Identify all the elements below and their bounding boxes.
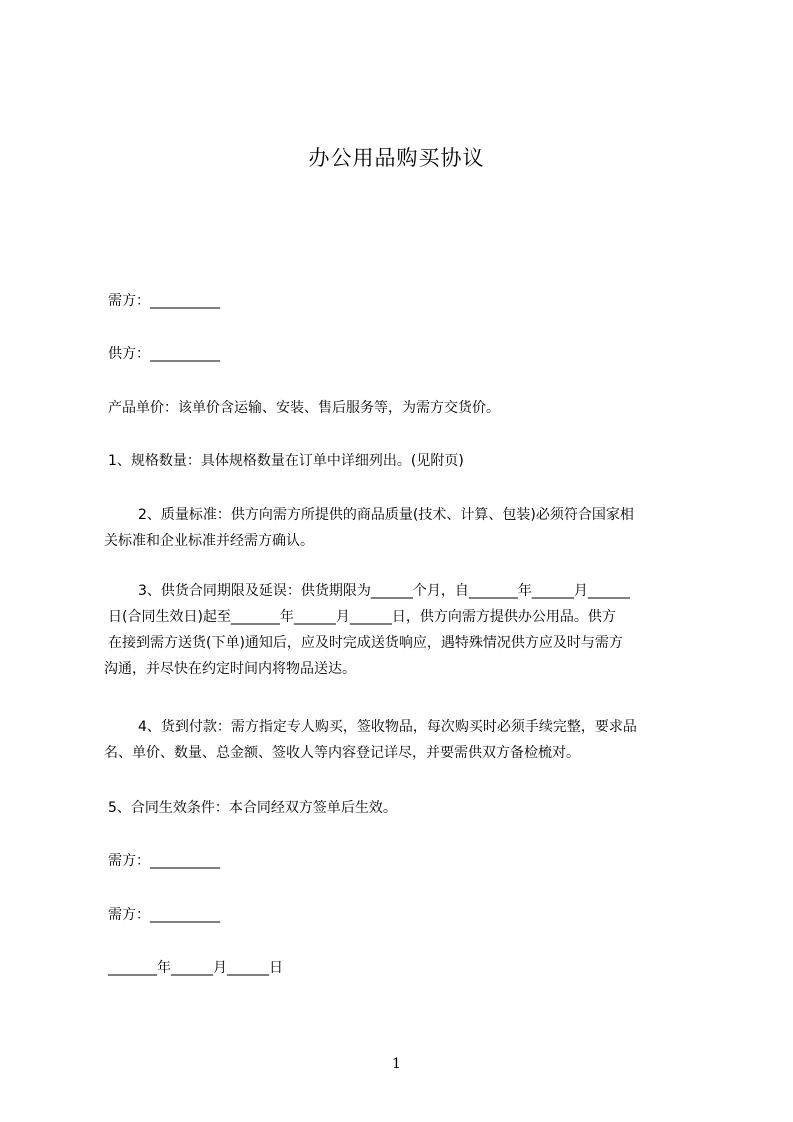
clause-5: 5、合同生效条件：本合同经双方签单后生效。 xyxy=(108,800,397,816)
document-title: 办公用品购买协议 xyxy=(308,146,485,170)
clause-3-line-4: 沟通，并尽快在约定时间内将物品送达。 xyxy=(104,661,356,677)
clause-4-line-1: 4、货到付款：需方指定专人购买，签收物品，每次购买时必须手续完整，要求品 xyxy=(138,719,637,735)
signature-demand-2: 需方：__________ xyxy=(108,907,220,923)
clause-4-line-2: 名、单价、数量、总金额、签收人等内容登记详尽，并要需供双方备检梳对。 xyxy=(104,745,580,761)
signature-demand-1: 需方：__________ xyxy=(108,853,220,869)
page-number: 1 xyxy=(392,1056,401,1072)
clause-2-line-2: 关标准和企业标准并经需方确认。 xyxy=(104,533,314,549)
clause-2 xyxy=(104,502,714,554)
clause-3 xyxy=(104,578,714,682)
clause-3-line-2: 日(合同生效日)起至_______年______月______日，供方向需方提供办公用品。供方 xyxy=(108,609,616,625)
party-supply-line: 供方：__________ xyxy=(108,346,220,362)
clause-3-line-3: 在接到需方送货(下单)通知后，应及时完成送货响应，遇特殊情况供方应及时与需方 xyxy=(108,635,623,651)
clause-4 xyxy=(104,714,714,766)
clause-1: 1、规格数量：具体规格数量在订单中详细列出。(见附页) xyxy=(108,453,464,469)
signature-date-line: _______年______月______日 xyxy=(108,960,283,976)
clause-2-line-1: 2、质量标准：供方向需方所提供的商品质量(技术、计算、包装)必须符合国家相 xyxy=(138,507,634,523)
party-demand-line: 需方：__________ xyxy=(108,293,220,309)
unit-price-line: 产品单价：该单价含运输、安装、售后服务等，为需方交货价。 xyxy=(108,400,500,416)
clause-3-line-1: 3、供货合同期限及延误：供货期限为______个月，自_______年______月______ xyxy=(138,583,630,599)
